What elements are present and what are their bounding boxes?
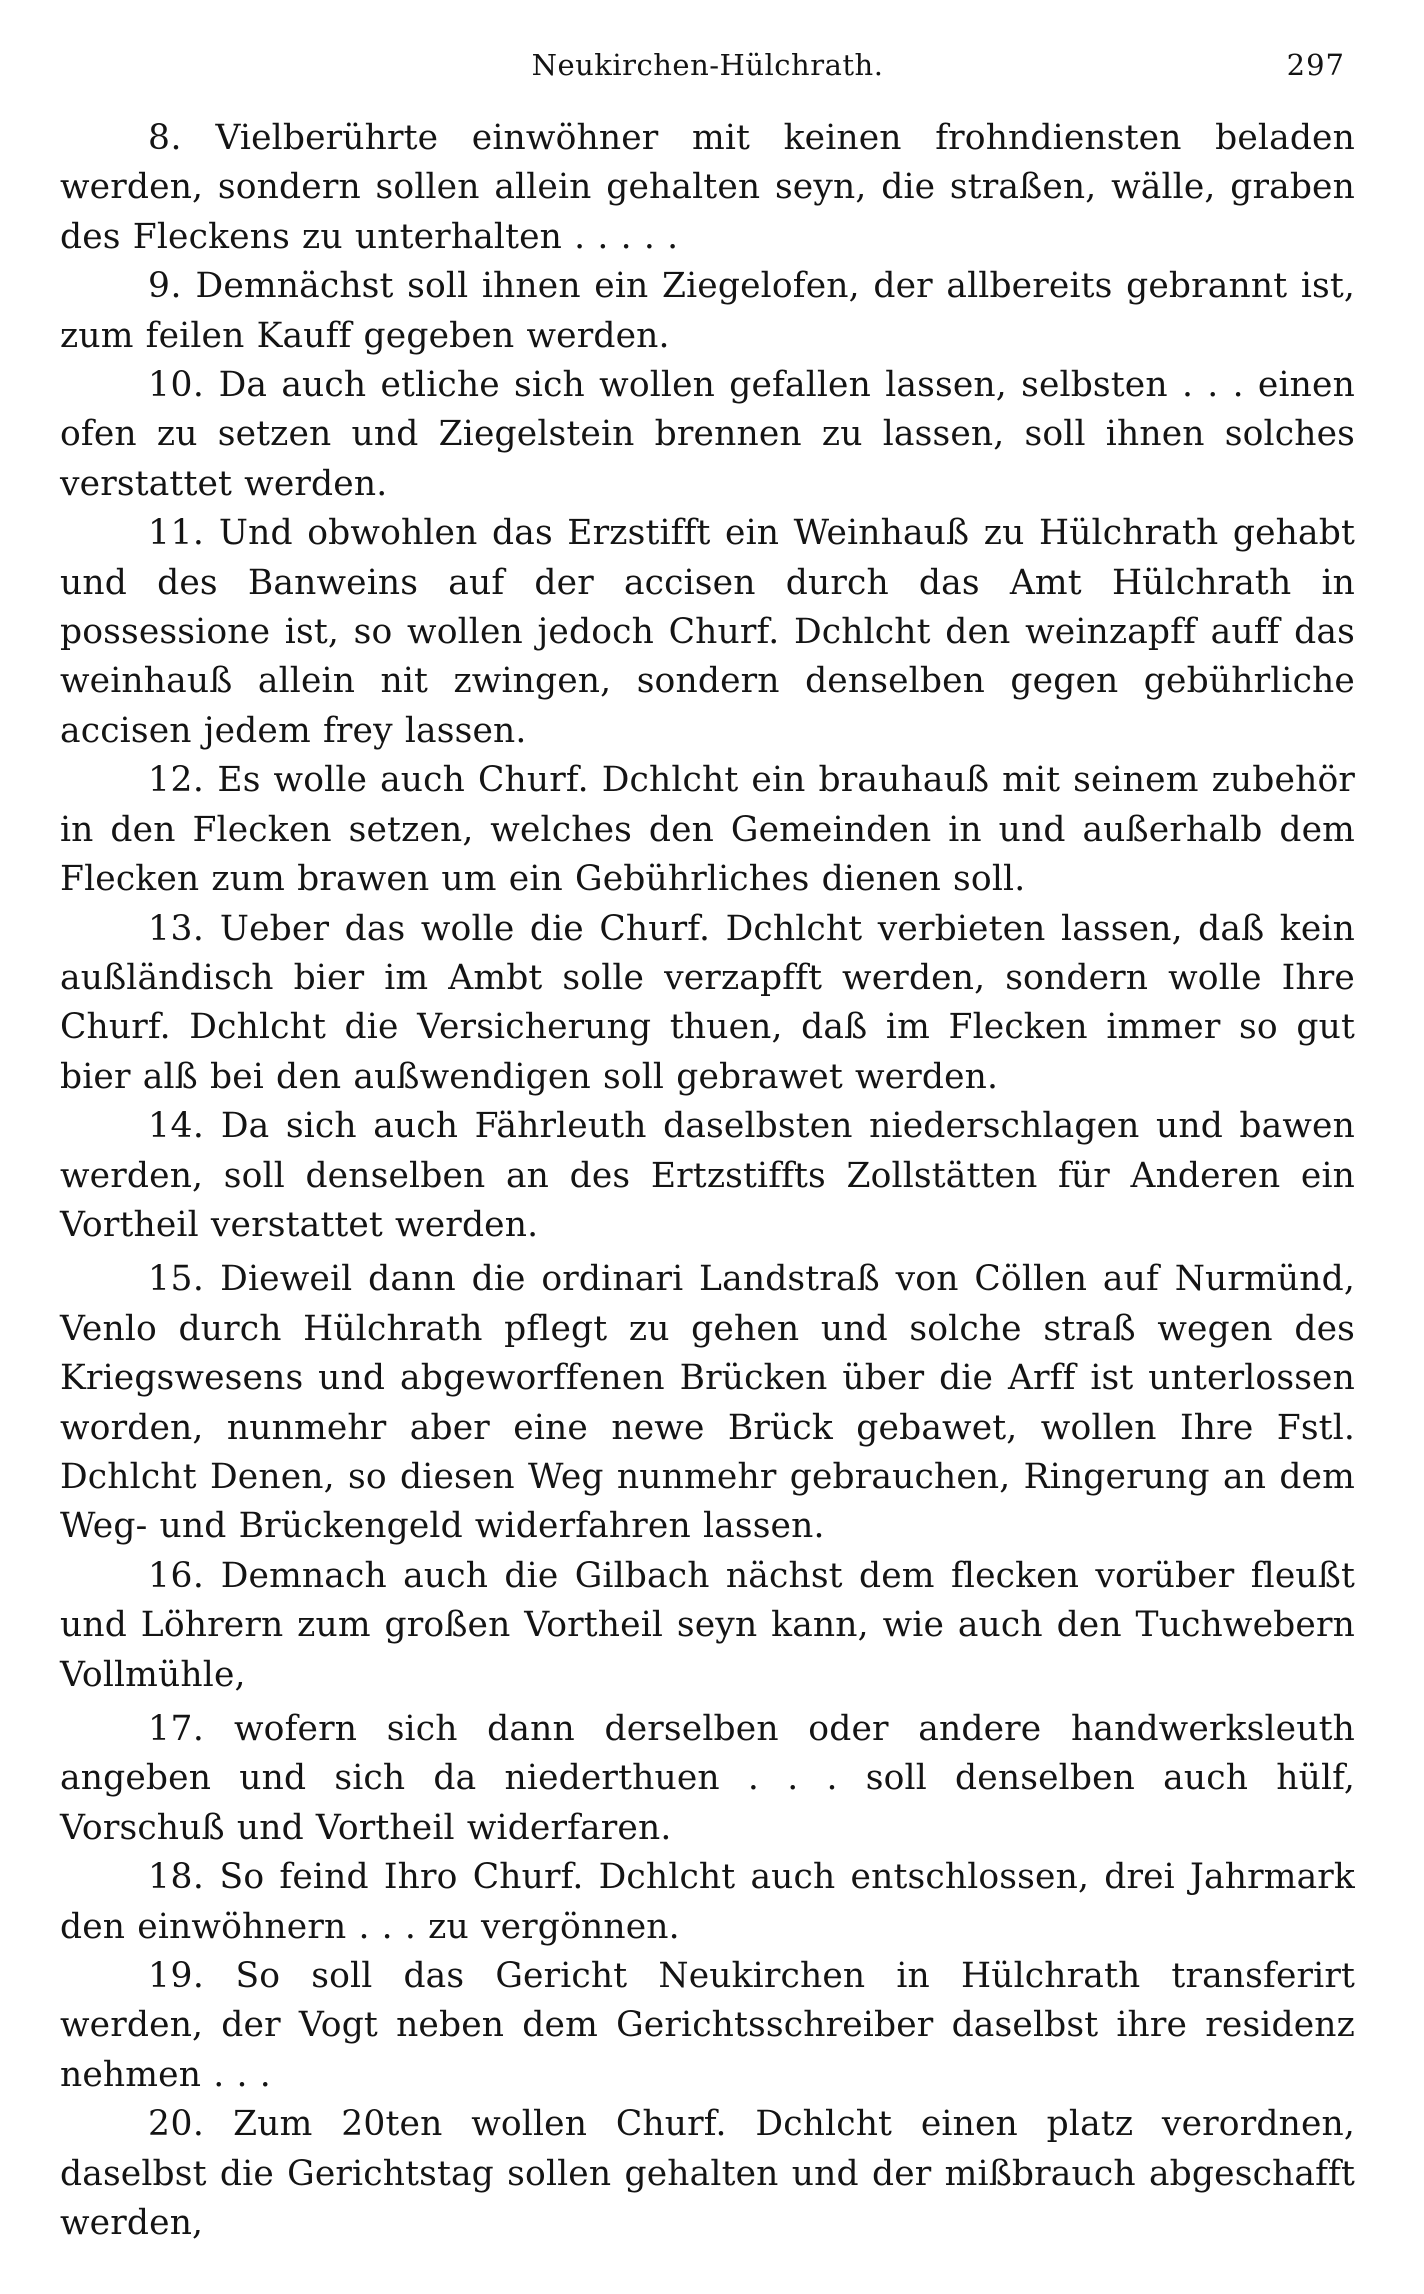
paragraph-number: 15.	[148, 1259, 205, 1300]
paragraph-number: 14.	[148, 1106, 205, 1147]
paragraph-number: 16.	[148, 1555, 205, 1596]
paragraph-text: So soll das Gericht Neukirchen in Hülchrath transferirt werden, der Vogt neben dem Gerichtsschreiber daselbst ihre residenz nehmen . . .	[60, 1956, 1355, 2095]
paragraph-number: 11.	[148, 513, 205, 554]
paragraph-text: Da sich auch Fährleuth daselbsten niederschlagen und bawen werden, soll denselben an des Ertzstiffts Zollstätten für Anderen ein Vortheil verstattet werden.	[60, 1106, 1355, 1245]
running-title: Neukirchen-Hülchrath.	[531, 48, 884, 82]
paragraph-text: Da auch etliche sich wollen gefallen lassen, selbsten . . . einen ofen zu setzen und Ziegelstein brennen zu lassen, soll ihnen solches verstattet werden.	[60, 365, 1355, 504]
paragraph-8	[60, 114, 1355, 262]
paragraph-10	[60, 361, 1355, 509]
paragraph-19	[60, 1952, 1355, 2100]
paragraph-text: Dieweil dann die ordinari Landstraß von Cöllen auf Nurmünd, Venlo durch Hülchrath pflegt zu gehen und solche straß wegen des Kriegswesens und abgeworffenen Brücken über die Arff ist unterlossen worden, nunmehr aber eine newe Brück gebawet, wollen Ihre Fstl. Dchlcht Denen, so diesen Weg nunmehr gebrauchen, Ringerung an dem Weg- und Brückengeld widerfahren lassen.	[60, 1259, 1355, 1547]
paragraph-number: 18.	[148, 1857, 205, 1898]
paragraph-text: wofern sich dann derselben oder andere handwerksleuth angeben und sich da niederthuen . . . soll denselben auch hülf, Vorschuß und Vortheil widerfaren.	[60, 1709, 1355, 1848]
paragraph-number: 8.	[148, 118, 182, 158]
paragraph-number: 10.	[148, 365, 205, 406]
paragraph-text: Vielberührte einwöhner mit keinen frohndiensten beladen werden, sondern sollen allein gehalten seyn, die straßen, wälle, graben des Fleckens zu unterhalten . . . . .	[60, 118, 1355, 257]
paragraph-15	[60, 1255, 1355, 1551]
page-body	[60, 114, 1355, 2248]
paragraph-16	[60, 1552, 1355, 1700]
paragraph-number: 12.	[148, 760, 205, 801]
paragraph-text: Und obwohlen das Erzstifft ein Weinhauß zu Hülchrath gehabt und des Banweins auf der accisen durch das Amt Hülchrath in possessione ist, so wollen jedoch Churf. Dchlcht den weinzapff auff das weinhauß allein nit zwingen, sondern denselben gegen gebührliche accisen jedem frey lassen.	[60, 513, 1355, 751]
paragraph-number: 19.	[148, 1956, 205, 1997]
paragraph-text: Demnach auch die Gilbach nächst dem flecken vorüber fleußt und Löhrern zum großen Vortheil seyn kann, wie auch den Tuchwebern Vollmühle,	[60, 1555, 1355, 1695]
paragraph-14	[60, 1102, 1355, 1250]
paragraph-12	[60, 756, 1355, 904]
paragraph-text: Ueber das wolle die Churf. Dchlcht verbieten lassen, daß kein außländisch bier im Ambt solle verzapfft werden, sondern wolle Ihre Churf. Dchlcht die Versicherung thuen, daß im Flecken immer so gut bier alß bei den außwendigen soll gebrawet werden.	[60, 908, 1355, 1097]
paragraph-20	[60, 2100, 1355, 2248]
paragraph-17	[60, 1705, 1355, 1853]
document-page	[60, 40, 1355, 2270]
paragraph-number: 17.	[148, 1709, 205, 1749]
paragraph-number: 13.	[148, 908, 205, 949]
paragraph-number: 9.	[148, 266, 182, 307]
page-header	[60, 40, 1355, 100]
paragraph-text: Demnächst soll ihnen ein Ziegelofen, der allbereits gebrannt ist, zum feilen Kauff gegeben werden.	[60, 266, 1355, 356]
page-number: 297	[1286, 48, 1345, 82]
paragraph-18	[60, 1853, 1355, 1952]
paragraph-9	[60, 262, 1355, 361]
paragraph-text: Es wolle auch Churf. Dchlcht ein brauhauß mit seinem zubehör in den Flecken setzen, welches den Gemeinden in und außerhalb dem Flecken zum brawen um ein Gebührliches dienen soll.	[60, 760, 1356, 900]
paragraph-11	[60, 509, 1355, 756]
paragraph-13	[60, 905, 1355, 1103]
paragraph-number: 20.	[148, 2104, 205, 2145]
paragraph-text: Zum 20ten wollen Churf. Dchlcht einen platz verordnen, daselbst die Gerichtstag sollen gehalten und der mißbrauch abgeschafft werden,	[60, 2104, 1355, 2244]
paragraph-text: So feind Ihro Churf. Dchlcht auch entschlossen, drei Jahrmark den einwöhnern . . . zu vergönnen.	[60, 1857, 1355, 1947]
